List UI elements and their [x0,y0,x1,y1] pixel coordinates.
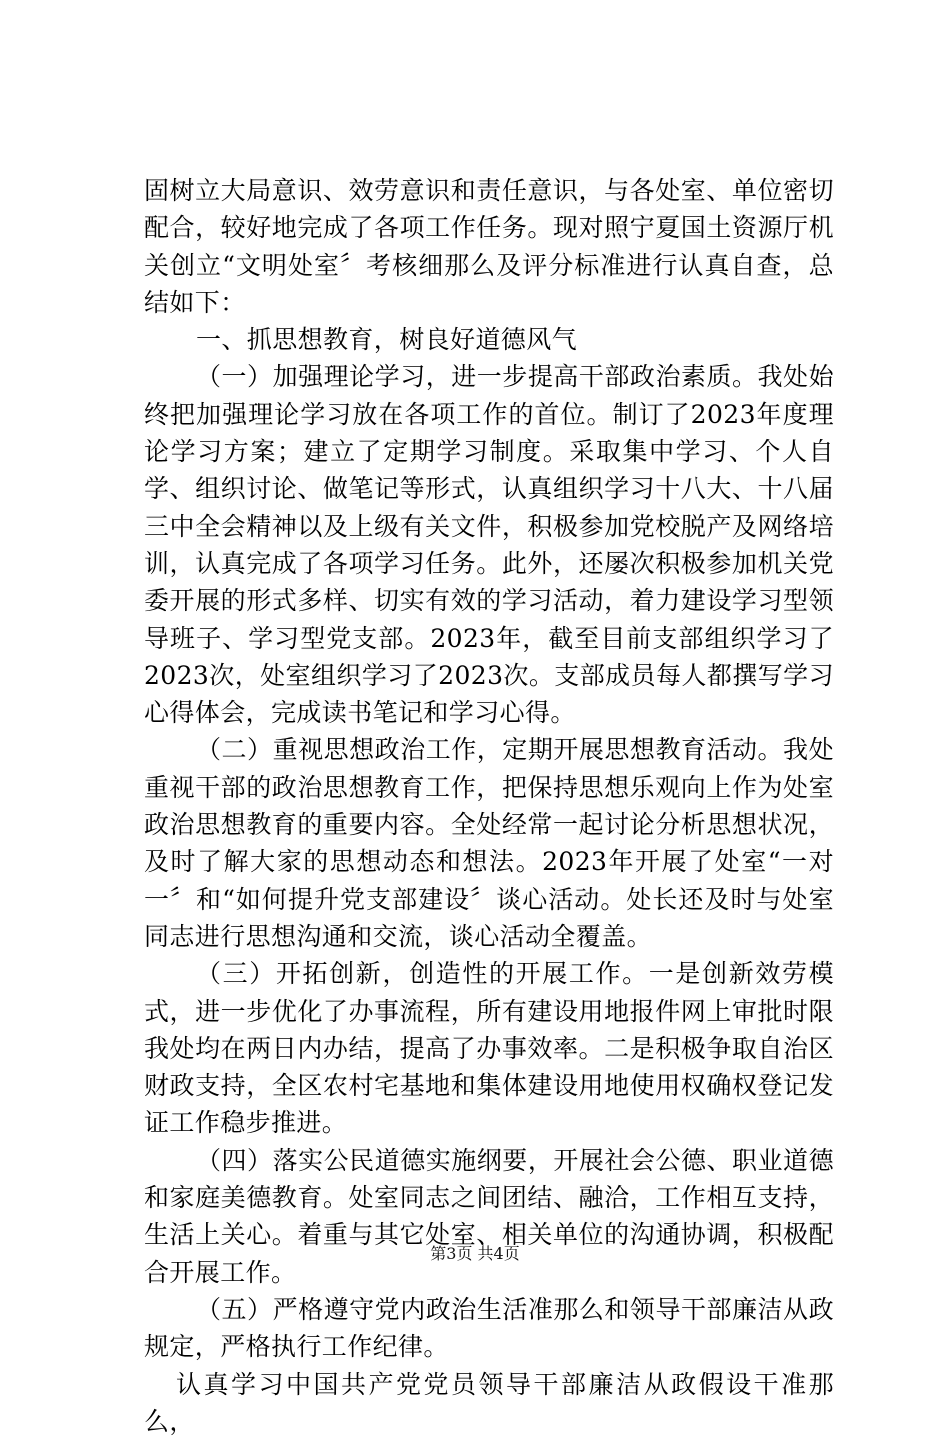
section-heading: 一、抓思想教育，树良好道德风气 [144,321,834,358]
paragraph-theory-study: （一）加强理论学习，进一步提高干部政治素质。我处始终把加强理论学习放在各项工作的首位。制订了2023年度理论学习方案；建立了定期学习制度。采取集中学习、个人自学、组织讨论、做笔记等形式，认真组织学习十八大、十八届三中全会精神以及上级有关文件，积极参加党校脱产及网络培训，认真完成了各项学习任务。此外，还屡次积极参加机关党委开展的形式多样、切实有效的学习活动，着力建设学习型领导班子、学习型党支部。2023年，截至目前支部组织学习了2023次，处室组织学习了2023次。支部成员每人都撰写学习心得体会，完成读书笔记和学习心得。 [144,358,834,731]
paragraph-discipline: （五）严格遵守党内政治生活准那么和领导干部廉洁从政规定，严格执行工作纪律。 [144,1291,834,1366]
paragraph-ideological-work: （二）重视思想政治工作，定期开展思想教育活动。我处重视干部的政治思想教育工作，把保持思想乐观向上作为处室政治思想教育的重要内容。全处经常一起讨论分析思想状况，及时了解大家的思想动态和想法。2023年开展了处室“一对一〞和“如何提升党支部建设〞谈心活动。处长还及时与处室同志进行思想沟通和交流，谈心活动全覆盖。 [144,731,834,955]
paragraph-continuation: 固树立大局意识、效劳意识和责任意识，与各处室、单位密切配合，较好地完成了各项工作任务。现对照宁夏国土资源厅机关创立“文明处室〞考核细那么及评分标准进行认真自查，总结如下： [144,172,834,321]
page-number-footer: 第3页 共4页 [0,1244,950,1264]
paragraph-morality: （四）落实公民道德实施纲要，开展社会公德、职业道德和家庭美德教育。处室同志之间团结、融洽，工作相互支持，生活上关心。着重与其它处室、相关单位的沟通协调，积极配合开展工作。 [144,1142,834,1291]
paragraph-integrity: 认真学习中国共产党党员领导干部廉洁从政假设干准那么， [144,1366,834,1440]
paragraph-innovation: （三）开拓创新，创造性的开展工作。一是创新效劳模式，进一步优化了办事流程，所有建设用地报件网上审批时限我处均在两日内办结，提高了办事效率。二是积极争取自治区财政支持，全区农村宅基地和集体建设用地使用权确权登记发证工作稳步推进。 [144,955,834,1141]
